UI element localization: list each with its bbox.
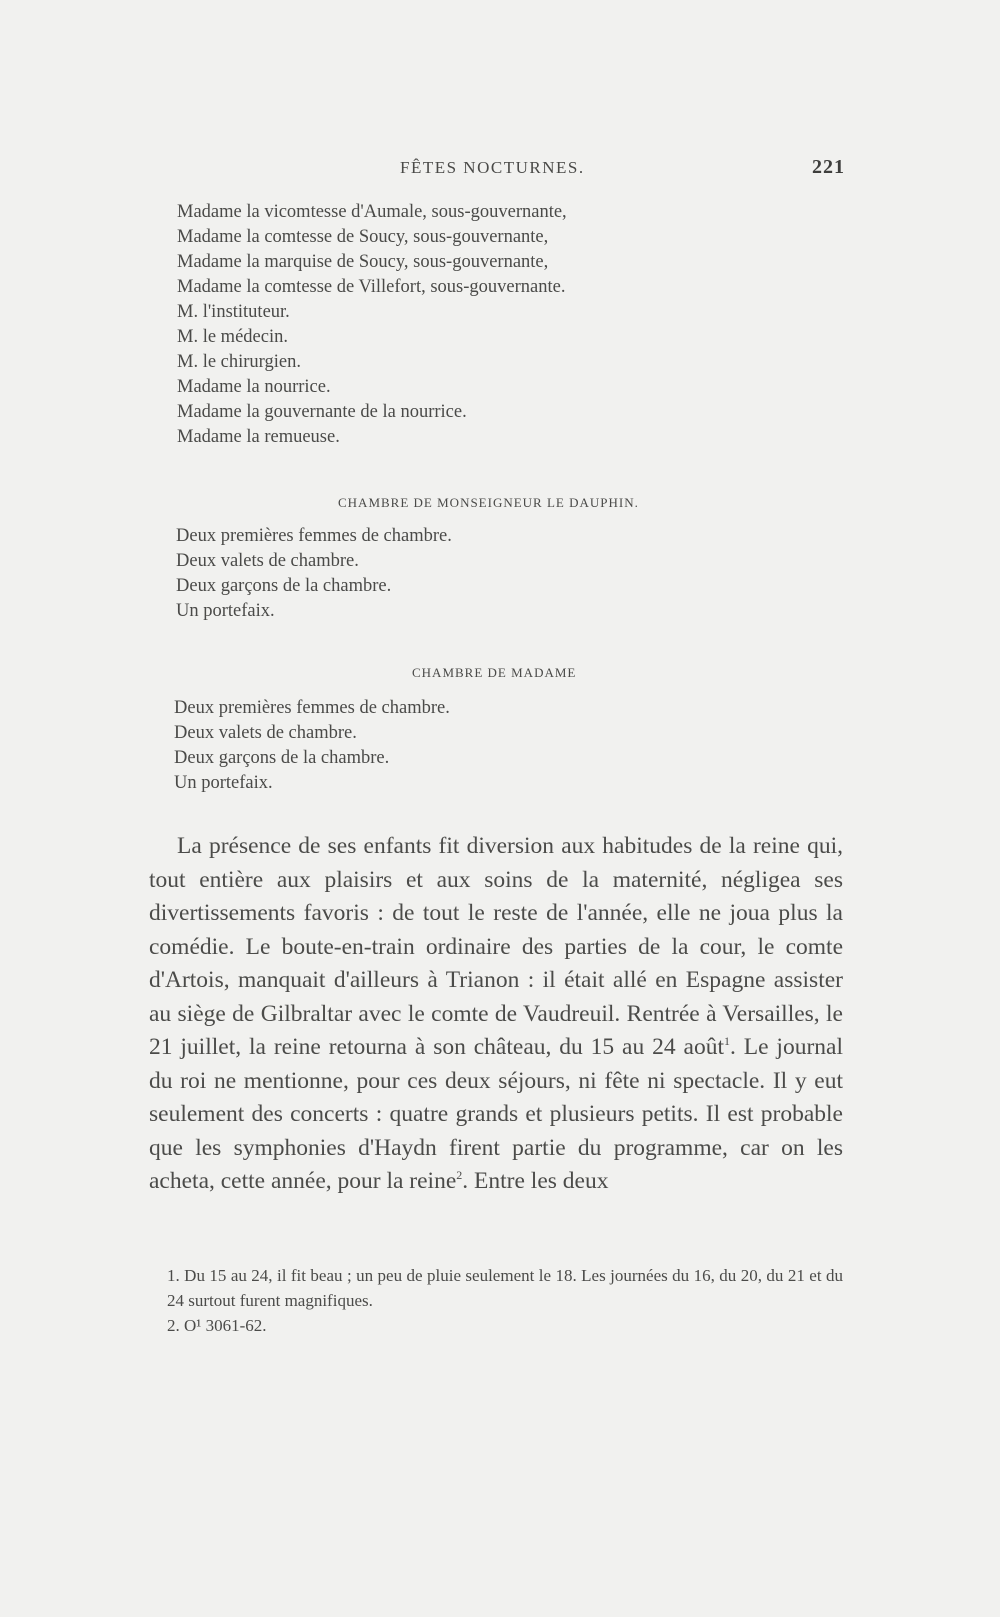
madame-staff-list xyxy=(174,696,450,796)
list-item: Madame la comtesse de Soucy, sous-gouvernante, xyxy=(177,227,549,247)
list-item: Deux premières femmes de chambre. xyxy=(176,526,452,546)
list-item: Deux valets de chambre. xyxy=(176,551,359,571)
list-item: Madame la comtesse de Villefort, sous-gouvernante. xyxy=(177,277,566,297)
list-item: M. le chirurgien. xyxy=(177,352,301,372)
list-item: Madame la vicomtesse d'Aumale, sous-gouvernante, xyxy=(177,202,567,222)
list-item: Madame la nourrice. xyxy=(177,377,331,397)
paragraph-text-2: . Le journal du roi ne mentionne, pour ces deux séjours, ni fête ni spectacle. Il y eut seulement des concerts : quatre grands et plusieurs petits. Il est probable que les symphonies d'Haydn firent partie du programme, car on les acheta, cette année, pour la reine xyxy=(149,1034,843,1194)
dauphin-staff-list xyxy=(176,524,452,624)
section-heading-madame: CHAMBRE DE MADAME xyxy=(412,665,577,680)
footnote-2: 2. O¹ 3061-62. xyxy=(167,1316,267,1335)
running-head xyxy=(0,158,1000,184)
list-item: M. l'instituteur. xyxy=(177,302,290,322)
paragraph-text-1: La présence de ses enfants fit diversion aux habitudes de la reine qui, tout entière aux plaisirs et aux soins de la maternité, négligea ses divertissements favoris : de tout le reste de l'année, elle ne joua plus la comédie. Le boute-en-train ordinaire des parties de la cour, le comte d'Artois, manquait d'ailleurs à Trianon : il était allé en Espagne assister au siège de Gilbraltar avec le comte de Vaudreuil. Rentrée à Versailles, le 21 juillet, la reine retourna à son château, du 15 au 24 août xyxy=(149,833,843,1060)
paragraph-text-3: . Entre les deux xyxy=(462,1168,609,1194)
running-title: FÊTES NOCTURNES. xyxy=(400,158,585,177)
list-item: Madame la remueuse. xyxy=(177,427,340,447)
list-item: Madame la gouvernante de la nourrice. xyxy=(177,402,467,422)
body-paragraph xyxy=(149,830,843,1199)
footnote-ref-2: 2 xyxy=(456,1168,463,1183)
footnotes xyxy=(149,1263,843,1338)
list-item: Un portefaix. xyxy=(174,773,273,793)
page-number: 221 xyxy=(812,156,845,178)
list-item: Deux valets de chambre. xyxy=(174,723,357,743)
section-heading-dauphin: CHAMBRE DE MONSEIGNEUR LE DAUPHIN. xyxy=(338,495,639,510)
list-item: Un portefaix. xyxy=(176,601,275,621)
household-list xyxy=(177,200,567,450)
list-item: M. le médecin. xyxy=(177,327,288,347)
list-item: Madame la marquise de Soucy, sous-gouvernante, xyxy=(177,252,549,272)
list-item: Deux premières femmes de chambre. xyxy=(174,698,450,718)
list-item: Deux garçons de la chambre. xyxy=(176,576,392,596)
list-item: Deux garçons de la chambre. xyxy=(174,748,390,768)
footnote-1: 1. Du 15 au 24, il fit beau ; un peu de pluie seulement le 18. Les journées du 16, du 20, du 21 et du 24 surtout furent magnifiques. xyxy=(167,1266,843,1310)
footnote-ref-1: 1 xyxy=(723,1034,730,1049)
